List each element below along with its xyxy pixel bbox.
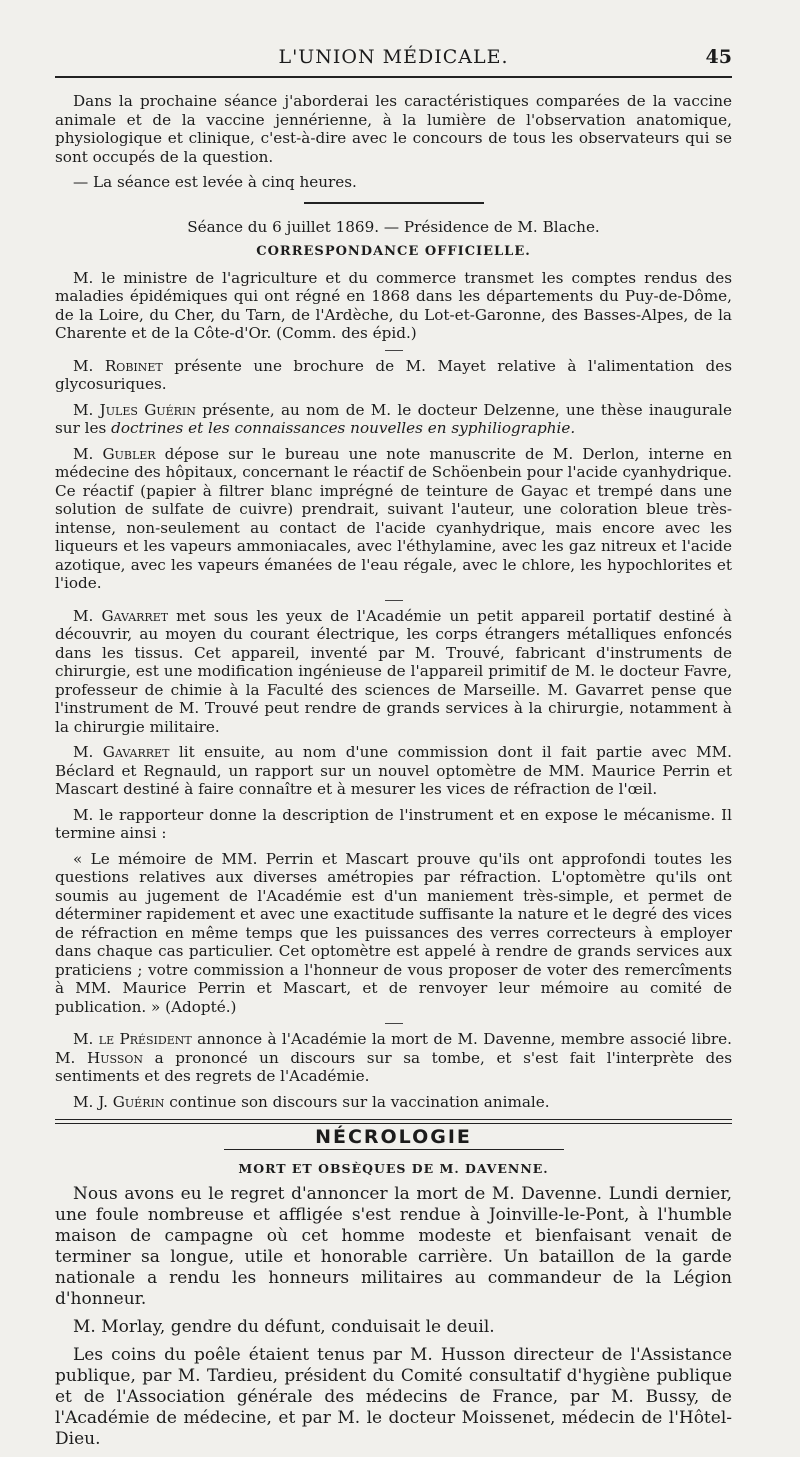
necrologie-paragraph-3: Les coins du poêle étaient tenus par M. Husson directeur de l'Assistance publique, par M. Tardieu, président du Comité consultatif d'hygiène publique et de l'Association générale des médecins de France, par M. Bussy, de l'Académie de médecine, et par M. le docteur Moissenet, médecin de l'Hôtel-Dieu. (55, 1345, 732, 1449)
president-paragraph (55, 1030, 732, 1086)
necrologie-paragraph-2: M. Morlay, gendre du défunt, conduisait le deuil. (73, 1317, 495, 1337)
paragraph-text: continue son discours sur la vaccination animale. (164, 1092, 550, 1111)
paragraph-text: présente, au nom de M. le docteur Delzenne, une thèse inaugurale sur les (55, 400, 733, 437)
main-column (55, 92, 732, 1457)
paragraph-text: lit ensuite, au nom d'une commission dont il fait partie avec MM. Béclard et Regnauld, un rapport sur un nouvel optomètre de MM. Maurice Perrin et Mascart destiné à faire connaître et à mesurer les vices de réfraction de l'œil. (55, 743, 732, 798)
paragraph-text: présente une brochure de M. Mayet relative à l'alimentation des glycosuriques. (55, 356, 732, 393)
intro-paragraph: Dans la prochaine séance j'aborderai les caractéristiques comparées de la vaccine animale et de la vaccine jennérienne, à la lumière de l'observation anatomique, physiologique et clinique, c'est-à-dire avec le concours de tous les observateurs qui se sont occupés de la question. (55, 92, 732, 166)
necrologie-title: NÉCROLOGIE (315, 1126, 472, 1148)
page-number: 45 (705, 46, 732, 68)
necrologie-rule (224, 1149, 564, 1150)
session-closed-line: — La séance est levée à cinq heures. (73, 173, 357, 191)
speaker-name: M. Gavarret (73, 606, 169, 625)
speaker-name: M. Gavarret (73, 743, 170, 761)
speaker-name: M. Robinet (73, 356, 163, 375)
section-divider (304, 202, 484, 204)
journal-title: L'UNION MÉDICALE. (278, 46, 509, 68)
minor-divider (385, 350, 403, 351)
necrologie-subtitle: MORT ET OBSÈQUES DE M. DAVENNE. (238, 1160, 549, 1176)
thesis-title: doctrines et les connaissances nouvelles en syphiliographie. (111, 419, 576, 437)
gubler-paragraph (55, 445, 732, 593)
correspondence-title: CORRESPONDANCE OFFICIELLE. (256, 244, 531, 259)
section-double-rule (55, 1119, 732, 1124)
speaker-name: M. Jules Guérin (73, 400, 196, 419)
speaker-name: M. Gubler (73, 444, 156, 463)
minor-divider (385, 1023, 403, 1024)
jguerin-paragraph (55, 1093, 732, 1112)
speaker-name: M. le Président (73, 1030, 192, 1048)
speaker-name: M. J. Guérin (73, 1092, 165, 1111)
report-quote: « Le mémoire de MM. Perrin et Mascart prouve qu'ils ont approfondi toutes les questions relatives aux diverses amétropies par réfraction. L'optomètre qu'ils ont soumis au jugement de l'Académie est d'un maniement très-simple, et permet de déterminer rapidement et avec une exactitude suffisante la nature et le degré des vices de réfraction en même temps que les puissances des verres correcteurs à employer dans chaque cas particulier. Cet optomètre est appelé à rendre de grands services aux praticiens ; votre commission a l'honneur de vous proposer de voter des remercîments à MM. Maurice Perrin et Mascart, et de renvoyer leur mémoire au comité de publication. » (Adopté.) (55, 849, 732, 1016)
paragraph-text: dépose sur le bureau une note manuscrite de M. Derlon, interne en médecine des hôpitaux, concernant le réactif de Schöenbein pour l'acide cyanhydrique. Ce réactif (papier à filtrer blanc imprégné de teinture de Gayac et trempé dans une solution de sulfate de cuivre) prendrait, suivant l'auteur, une coloration bleue très-intense, non-seulement au contact de l'acide cyanhydrique, mais encore avec les liqueurs et les vapeurs ammoniacales, avec l'éthylamine, avec les gaz nitreux et l'acide azotique, avec les vapeurs émanées de l'eau régale, avec le chlore, les hypochlorites et l'iode. (55, 444, 732, 592)
rapporteur-paragraph: M. le rapporteur donne la description de l'instrument et en expose le mécanisme. Il termine ainsi : (55, 805, 732, 842)
gavarret-paragraph-1 (55, 607, 732, 737)
correspondence-paragraph: M. le ministre de l'agriculture et du commerce transmet les comptes rendus des maladies épidémiques qui ont régné en 1868 dans les départements du Puy-de-Dôme, de la Loire, du Cher, du Tarn, de l'Ardèche, du Lot-et-Garonne, des Basses-Alpes, de la Charente et de la Côte-d'Or. (Comm. des épid.) (55, 268, 732, 342)
guerin-paragraph (55, 401, 732, 438)
necrologie-paragraph-1: Nous avons eu le regret d'annoncer la mort de M. Davenne. Lundi dernier, une foule nombreuse et affligée s'est rendue à Joinville-le-Pont, à l'humble maison de campagne où cet homme modeste et bienfaisant venait de terminer sa longue, utile et honorable carrière. Un bataillon de la garde nationale a rendu les honneurs militaires au commandeur de la Légion d'honneur. (55, 1184, 732, 1309)
minor-divider (385, 600, 403, 601)
robinet-paragraph (55, 357, 732, 394)
speaker-name: M. Husson (55, 1048, 144, 1067)
paragraph-text: met sous les yeux de l'Académie un petit appareil portatif destiné à découvrir, au moyen du courant électrique, les corps étrangers métalliques enfoncés dans les tissus. Cet appareil, inventé par M. Trouvé, fabricant d'instruments de chirurgie, est une modification ingénieuse de l'appareil primitif de M. le docteur Favre, professeur de chimie à la Faculté des sciences de Marseille. M. Gavarret pense que l'instrument de M. Trouvé peut rendre de grands services à la chirurgie, notamment à la chirurgie militaire. (55, 606, 732, 736)
paragraph-text: annonce à l'Académie la mort de M. Davenne, membre associé libre. (191, 1030, 732, 1048)
page-header (55, 42, 732, 78)
session-heading: Séance du 6 juillet 1869. — Présidence de M. Blache. (187, 217, 600, 236)
paragraph-text: a prononcé un discours sur sa tombe, et s'est fait l'interprète des sentiments et des regrets de l'Académie. (55, 1048, 732, 1085)
gavarret-paragraph-2 (55, 743, 732, 799)
